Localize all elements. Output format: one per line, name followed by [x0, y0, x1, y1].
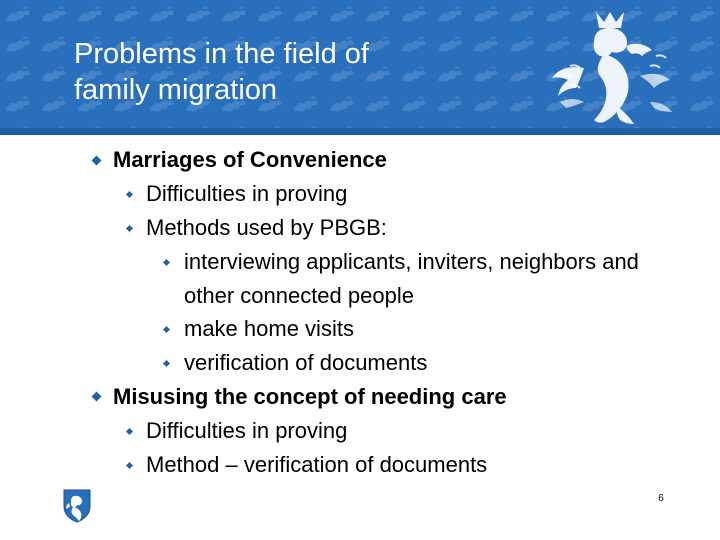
- page-number: 6: [658, 493, 664, 504]
- bullet-icon: [92, 156, 102, 166]
- bullet-icon: [163, 360, 170, 367]
- bullet-item: Difficulties in proving: [146, 181, 348, 206]
- bullet-item: interviewing applicants, inviters, neighbors and other connected people: [184, 249, 639, 308]
- bullet-item: Marriages of Convenience: [113, 147, 387, 172]
- bullet-item: verification of documents: [184, 350, 428, 375]
- bullet-item: Methods used by PBGB:: [146, 215, 387, 240]
- bullet-icon: [126, 428, 133, 435]
- bullet-item: Misusing the concept of needing care: [113, 384, 507, 409]
- slide-content: [0, 140, 720, 485]
- bullet-icon: [163, 259, 170, 266]
- bullet-item: Method – verification of documents: [146, 452, 488, 477]
- bullet-icon: [163, 326, 170, 333]
- bullet-icon: [126, 191, 133, 198]
- lion-crest-icon: [530, 6, 700, 132]
- bullet-icon: [126, 462, 133, 469]
- bullet-item: make home visits: [184, 316, 354, 341]
- bullet-item: Difficulties in proving: [146, 418, 348, 443]
- slide-header: [0, 0, 720, 135]
- slide-title: Problems in the field of family migration: [74, 38, 369, 106]
- bullet-icon: [92, 392, 102, 402]
- bullet-icon: [126, 225, 133, 232]
- crest-logo-icon: [63, 489, 91, 523]
